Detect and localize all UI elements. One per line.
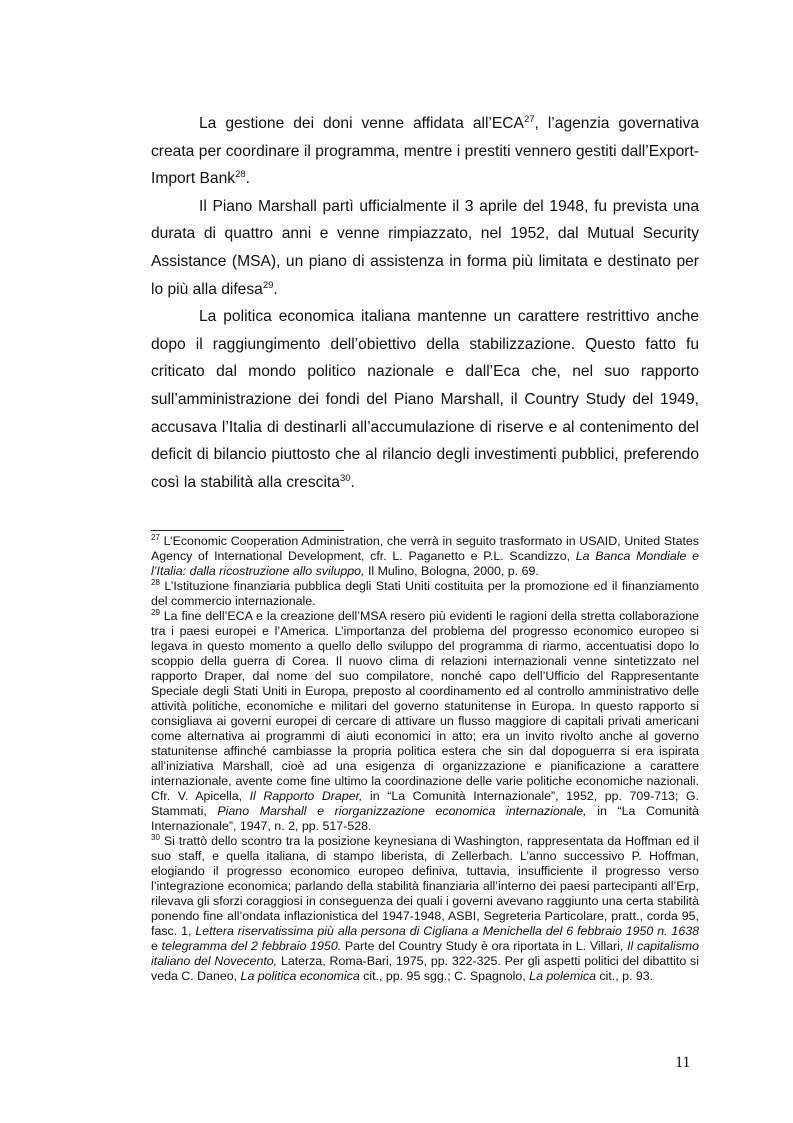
page-number: 11 xyxy=(675,1054,691,1071)
paragraph-text: La gestione dei doni venne affidata all’ECA xyxy=(199,115,524,132)
footnote-italic: Piano Marshall e riorganizzazione economica internazionale, xyxy=(217,804,587,818)
footnote xyxy=(151,534,699,579)
footnote-ref: 28 xyxy=(235,169,246,180)
footnote-italic: La polemica xyxy=(529,969,596,983)
paragraph xyxy=(151,193,699,303)
footnote-text: L’Economic Cooperation Administration, che verrà in seguito trasformato in USAID, United States Agency of International Development, cfr. L. Paganetto e P.L. Scandizzo, xyxy=(151,534,699,563)
footnote-text: in “La Comunità Internazionale”, 1952, pp. 709-713; G. Stammati, xyxy=(151,789,699,818)
footnote-separator xyxy=(151,530,344,531)
footnote-text: Parte del Country Study è ora riportata in L. Villari, xyxy=(341,939,628,953)
paragraph-text: La politica economica italiana mantenne un carattere restrittivo anche dopo il raggiungimento dell’obiettivo della stabilizzazione. Questo fatto fu criticato dal mondo politico nazionale e dall’Eca che, nel suo rapporto sull’amministrazione dei fondi del Piano Marshall, il Country Study del 1949, accusava l’Italia di destinarli all’accumulazione di riserve e al contenimento del deficit di bilancio piuttosto che al rilancio degli investimenti pubblici, preferendo così la stabilità alla crescita xyxy=(151,308,699,491)
footnote-ref: 27 xyxy=(523,113,535,125)
footnote-text: cit., p. 93. xyxy=(595,969,654,983)
footnote-italic: Il Rapporto Draper, xyxy=(249,789,363,803)
footnote-italic: La politica economica xyxy=(240,969,360,983)
footnote-italic: Il capitalismo italiano del Novecento, xyxy=(151,939,699,968)
footnote-number: 30 xyxy=(151,832,160,842)
footnote xyxy=(151,579,699,609)
main-text xyxy=(151,110,699,496)
footnote-italic: Lettera riservatissima più alla persona di Cigliana a Menichella del 6 febbraio 1950 n. 1638 xyxy=(195,924,699,938)
footnote-number: 28 xyxy=(151,577,160,587)
footnote-text: La fine dell’ECA e la creazione dell’MSA resero più evidenti le ragioni della stretta collaborazione tra i paesi europei e l’America. L’importanza del problema del progresso economico europeo si legava in questo momento a quello dello sviluppo del programma di riarmo, accentuatisi dopo lo scoppio della guerra di Corea. Il nuovo clima di relazioni internazionali venne sintetizzato nel rapporto Draper, dal nome del suo compilatore, nonché capo dell’Ufficio del Rappresentante Speciale degli Stati Uniti in Europa, preposto al coordinamento ed al controllo amministrativo delle attività politiche, economiche e militari del governo statunitense in Europa. In questo rapporto si consigliava ai governi europei di cercare di attivare un flusso maggiore di capitali privati americani come alternativa ai programmi di aiuti economici in atto; era un invito rivolto anche al governo statunitense affinché cambiasse la propria politica estera che sin dal dopoguerra si era ispirata all’iniziativa Marshall, cioè ad una esigenza di organizzazione e pianificazione a carattere internazionale, avente come fine ultimo la coordinazione delle varie politiche economiche nazionali. Cfr. V. Apicella, xyxy=(151,609,699,803)
paragraph xyxy=(151,303,699,496)
footnote-ref: 29 xyxy=(262,279,274,291)
footnote-italic: La Banca Mondiale e l’Italia: dalla ricostruzione allo sviluppo, xyxy=(151,549,700,578)
footnote-text: L’Istituzione finanziaria pubblica degli Stati Uniti costituita per la promozione ed il finanziamento del commercio internazionale. xyxy=(151,579,699,608)
footnotes xyxy=(151,534,699,984)
paragraph xyxy=(151,110,699,193)
footnote-number: 29 xyxy=(151,607,160,617)
paragraph-text: . xyxy=(350,473,355,491)
footnote xyxy=(151,609,699,834)
footnote-text: Il Mulino, Bologna, 2000, p. 69. xyxy=(364,564,539,578)
footnote-number: 27 xyxy=(151,532,160,542)
paragraph-text: . xyxy=(273,280,278,298)
paragraph-text: Il Piano Marshall partì ufficialmente il 3 aprile del 1948, fu prevista una durata di quattro anni e venne rimpiazzato, nel 1952, dal Mutual Security Assistance (MSA), un piano di assistenza in forma più limitata e destinato per lo più alla difesa xyxy=(151,197,699,298)
paragraph-text: , l’agenzia governativa creata per coordinare il programma, mentre i prestiti vennero gestiti dall’Export-Import Bank xyxy=(151,115,699,188)
footnote-text: cit., pp. 95 sgg.; C. Spagnolo, xyxy=(359,969,530,983)
footnote xyxy=(151,834,699,984)
footnote-text: in “La Comunità Internazionale”, 1947, n. 2, pp. 517-528. xyxy=(151,804,700,833)
footnote-italic: telegramma del 2 febbraio 1950. xyxy=(161,939,342,953)
paragraph-text: . xyxy=(245,170,250,188)
footnote-text: e xyxy=(151,939,162,953)
footnote-text: Si trattò dello scontro tra la posizione keynesiana di Washington, rappresentata da Hoffman ed il suo staff, e quella italiana, di stampo liberista, di Zellerbach. L’anno successivo P. Hoffman, elogiando il progresso economico europeo definiva, tuttavia, insufficiente il progresso verso l’integrazione economica; parlando della stabilità finanziaria all’interno dei paesi partecipanti all’Erp, rilevava gli sforzi coraggiosi in conseguenza dei quali i governi avevano raggiunto una certa stabilità ponendo fine all’ondata inflazionistica del 1947-1948, ASBI, Segreteria Particolare, pratt., corda 95, fasc. 1, xyxy=(151,834,699,938)
footnote-ref: 30 xyxy=(339,472,351,484)
footnote-text: Laterza, Roma-Bari, 1975, pp. 322-325. Per gli aspetti politici del dibattito si veda C. Daneo, xyxy=(151,954,699,983)
